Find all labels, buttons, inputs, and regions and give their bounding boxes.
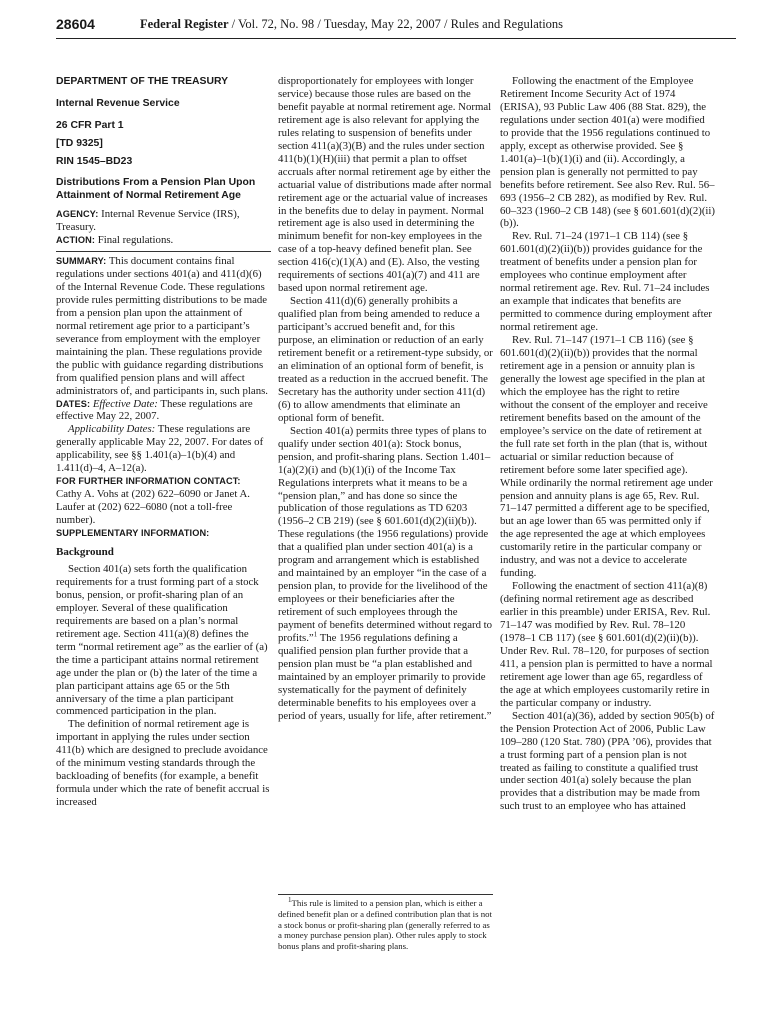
contact-label: FOR FURTHER INFORMATION CONTACT: [56, 476, 241, 487]
footnote-text: This rule is limited to a pension plan, which is either a defined benefit plan or a defined contribution plan that is not a stock bonus or profit-sharing plan (generally referred to as a money purchase pension plan). Other rules apply to stock bonus plans and profit-sharing plans. [278, 898, 492, 952]
section-name: Rules and Regulations [450, 17, 564, 31]
body-paragraph: Section 401(a) permits three types of plans to qualify under section 401(a): Stock bonus, pension, and profit-sharing plans. Section 1.401–1(a)(2)(i) and (b)(1)(i) of the Income Tax Regulations interprets what it means to be a “pension plan,” and has done so since the publication of those regulations as TD 6203 (1956–2 CB 219) (see § 601.601(d)(2)(ii)(b)). These regulations (the 1956 regulations) provide that a qualified plan under section 401(a) is a program and arrangement which is established and maintained by an employer “in the case of a pension plan, to provide for the livelihood of the employees or their beneficiaries after the retirement of such employees through the payment of benefits determined without regard to profits.”$^1$ The 1956 regulations defining a qualified pension plan further provide that a pension plan must be “a plan established and maintained by an employer primarily to provide systematically for the payment of definitely determinable benefits to his employees over a period of years, usually for life, after retirement.” [278, 424, 493, 722]
effective-date-text: These regulations are effective May 22, 2007. [56, 397, 253, 423]
dates-block [56, 398, 271, 476]
body-paragraph: Section 401(a) sets forth the qualification requirements for a trust forming part of a stock bonus, pension, or profit-sharing plan of an employer. Several of these qualification requirements are based on a plan’s normal retirement age. Section 411(a)(8) defines the term “normal retirement age” as the earlier of (a) the time a participant attains normal retirement age under the plan or (b) the later of the time a plan participant attains age 65 or the 5th anniversary of the time a plan participant commenced participation in the plan. [56, 562, 268, 718]
page-number: 28604 [56, 16, 95, 32]
applicability-label: Applicability Dates: [68, 423, 156, 436]
agency-block [56, 208, 271, 247]
department-heading: DEPARTMENT OF THE TREASURY [56, 76, 229, 87]
cfr-heading: 26 CFR Part 1 [56, 120, 124, 131]
page-header [56, 16, 736, 39]
body-paragraph: Following the enactment of section 411(a)(8) (defining normal retirement age as described earlier in this preamble) under ERISA, Rev. Rul. 71–147 was modified by Rev. Rul. 78–120 (1978–1 CB 117) (see § 601.601(d)(2)(ii)(b)). Under Rev. Rul. 78–120, for purposes of section 411, a pension plan is permitted to have a normal retirement age lower than age 65, regardless of the age at which employees customarily retire in the particular company or industry. [500, 580, 713, 709]
agency-text: Internal Revenue Service (IRS), Treasury. [56, 208, 240, 234]
body-paragraph: The definition of normal retirement age is important in applying the rules under section 411(b) which are designed to preclude avoidance of the minimum vesting standards through the backloading of benefits (for example, a benefit formula under which the rate of benefit accrual is increased [56, 718, 270, 809]
journal-name: Federal Register [140, 17, 229, 31]
column-3 [500, 75, 715, 813]
body-paragraph: Rev. Rul. 71–24 (1971–1 CB 114) (see § 601.601(d)(2)(ii)(b)) provides guidance for the treatment of benefits under a pension plan for employees who continue employment after normal retirement age. Rev. Rul. 71–24 includes an example that indicates that benefits are permitted to commence during employment after normal retirement age. [500, 230, 712, 334]
background-heading: Background [56, 546, 114, 559]
column-1 [56, 75, 271, 809]
body-paragraph: disproportionately for employees with longer service) because those rules are based on the benefit payable at normal retirement age. Normal retirement age is also relevant for applying the rules relating to suspension of benefits under section 411(a)(3)(B) and the rules under section 411(b)(1)(H)(iii) that permit a plan to offset accruals after normal retirement age by either the actuarial value of distributions made after normal retirement age or the actuarial value of increases in the benefits due to delay in payment. Normal retirement age is also used in determining the minimum benefit for non-key employees in the case of a top-heavy defined benefit plan. See section 416(c)(1)(A) and (E). Also, the vesting requirements of sections 401(a)(7) and 411 are based upon normal retirement age. [278, 75, 492, 295]
supplementary-label: SUPPLEMENTARY INFORMATION: [56, 528, 210, 539]
footnote-reference: 1 [313, 630, 318, 639]
document-title: Distributions From a Pension Plan Upon Attainment of Normal Retirement Age [56, 177, 256, 201]
dates-label: DATES: [56, 398, 91, 409]
summary-label: SUMMARY: [56, 256, 107, 267]
footnote [278, 894, 493, 952]
body-paragraph: Section 401(a)(36), added by section 905(b) of the Pension Protection Act of 2006, Public Law 109–280 (120 Stat. 780) (PPA ’06), provides that a trust forming part of a pension plan is not treated as failing to constitute a qualified trust under section 401(a) solely because the plan provides that a distribution may be made from such trust to an employee who has attained [500, 709, 715, 813]
footnote-number: 1 [288, 896, 292, 905]
rin-heading: RIN 1545–BD23 [56, 156, 133, 167]
action-label: ACTION: [56, 235, 95, 246]
agency-heading: Internal Revenue Service [56, 98, 180, 109]
contact-block [56, 475, 271, 540]
running-head: Federal Register / Vol. 72, No. 98 / Tuesday, May 22, 2007 / Rules and Regulations [140, 17, 564, 31]
body-paragraph: Following the enactment of the Employee Retirement Income Security Act of 1974 (ERISA), 93 Public Law 406 (88 Stat. 829), the regulations under section 401(a) were modified to provide that the 1956 regulations continued to apply, except as otherwise provided. See § 1.401(a)–1(b)(1)(i) and (ii). Accordingly, a pension plan is generally not permitted to pay benefits before retirement. See also Rev. Rul. 56–693 (1956–2 CB 282), as modified by Rev. Rul. 60–323 (1960–2 CB 148) (see § 601.601(d)(2)(ii)(b)). [500, 75, 716, 230]
volume-info: Vol. 72, No. 98 [238, 17, 315, 31]
effective-date-label: Effective Date: [92, 397, 158, 410]
body-paragraph: Rev. Rul. 71–147 (1971–1 CB 116) (see § 601.601(d)(2)(ii)(b)) provides that the normal retirement age in a pension or annuity plan is generally the lowest age specified in the plan at which the employee has the right to retire without the consent of the employer and receive retirement benefits based on the amount of the employee’s service on the date of retirement at the full rate set forth in the plan (that is, without actuarial or similar reduction because of retirement before some later specified age). While ordinarily the normal retirement age under pension and annuity plans is age 65, Rev. Rul. 71–147 permitted a different age to be specified, but an age lower than 65 was permitted only if the age represented the age at which employees customarily retire in the particular company or industry, and was not a device to accelerate funding. [500, 334, 713, 580]
summary-block [56, 251, 271, 397]
issue-date: Tuesday, May 22, 2007 [323, 17, 441, 31]
action-text: Final regulations. [97, 234, 174, 247]
agency-label: AGENCY: [56, 209, 99, 220]
contact-text: Cathy A. Vohs at (202) 622–6090 or Janet A. Laufer at (202) 622–6080 (not a toll-free number). [56, 488, 250, 527]
body-paragraph: Section 411(d)(6) generally prohibits a qualified plan from being amended to reduce a participant’s accrued benefit and, for this purpose, an elimination or reduction of an early retirement benefit or a retirement-type subsidy, or an elimination of an optional form of benefit, is treated as a reduction in the accrued benefit. The Secretary has the authority under section 411(d)(6) to allow amendments that eliminate an optional form of benefit. [278, 295, 493, 424]
applicability-text: These regulations are generally applicable May 22, 2007. For dates of applicability, see §§ 1.401(a)–1(b)(4) and 1.411(d)–4, A–12(a). [56, 423, 264, 475]
td-heading: [TD 9325] [56, 138, 103, 149]
column-2 [278, 75, 493, 723]
summary-text: This document contains final regulations under sections 401(a) and 411(d)(6) of the Internal Revenue Code. These regulations provide rules permitting distributions to be made from a pension plan upon the attainment of normal retirement age prior to a participant’s severance from employment with the employer maintaining the plan. These regulations provide the public with guidance regarding distributions from qualified pension plans and will affect administrators of, and participants in, such plans. [56, 255, 268, 397]
